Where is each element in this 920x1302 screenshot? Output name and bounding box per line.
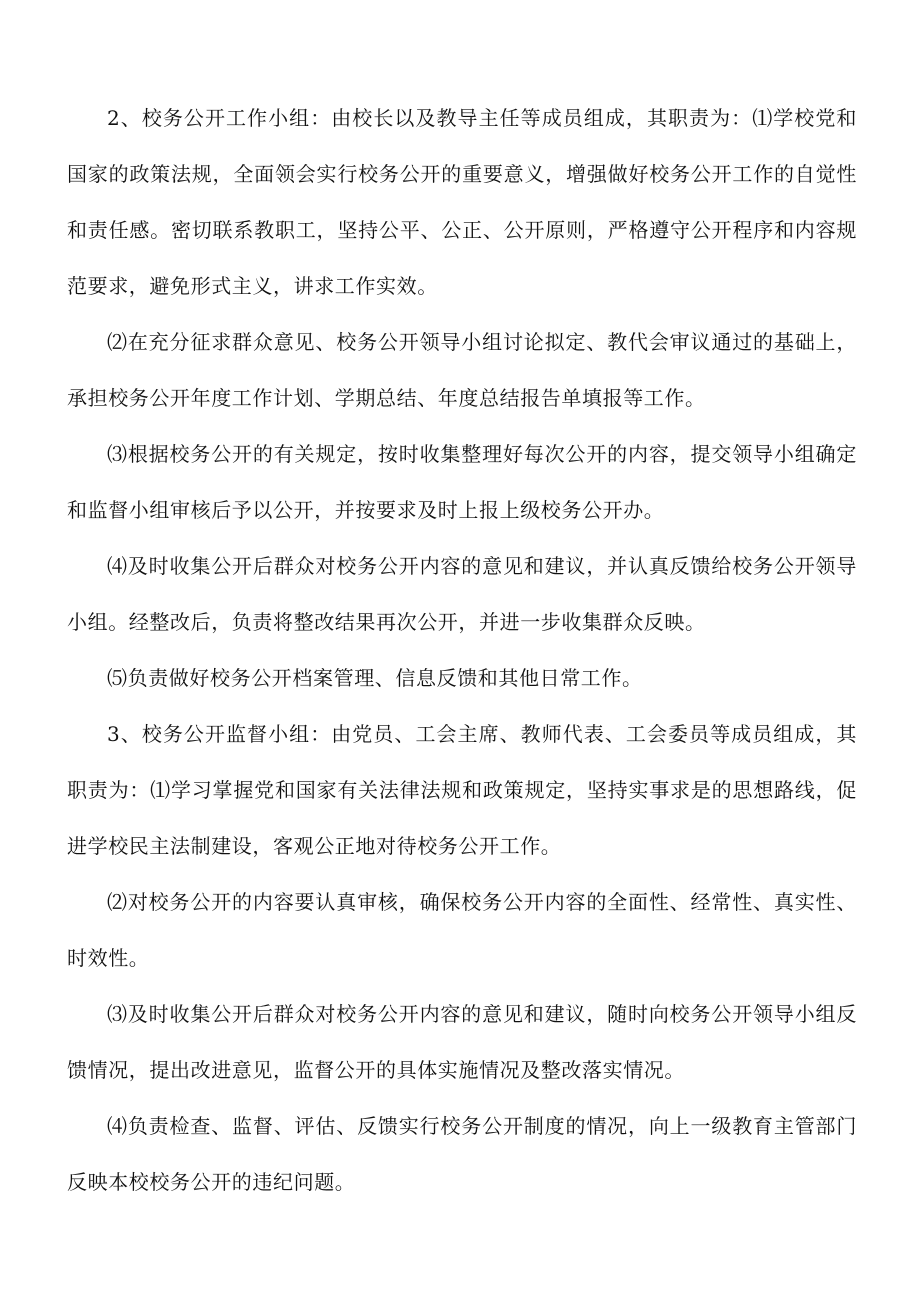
paragraph-supervision-intro: 3、校务公开监督小组：由党员、工会主席、教师代表、工会委员等成员组成，其职责为：⑴学习掌握党和国家有关法律法规和政策规定，坚持实事求是的思想路线，促进学校民主法制建设，客观公正地对待校务公开工作。 <box>67 722 857 858</box>
paragraph-team-duty-2: ⑵在充分征求群众意见、校务公开领导小组讨论拟定、教代会审议通过的基础上，承担校务公开年度工作计划、学期总结、年度总结报告单填报等工作。 <box>67 330 857 410</box>
document-body <box>67 90 857 1210</box>
paragraph-supervision-duty-4: ⑷负责检查、监督、评估、反馈实行校务公开制度的情况，向上一级教育主管部门反映本校校务公开的违纪问题。 <box>67 1114 857 1194</box>
paragraph-team-duty-3: ⑶根据校务公开的有关规定，按时收集整理好每次公开的内容，提交领导小组确定和监督小组审核后予以公开，并按要求及时上报上级校务公开办。 <box>67 442 857 522</box>
paragraph-team-duty-4: ⑷及时收集公开后群众对校务公开内容的意见和建议，并认真反馈给校务公开领导小组。经整改后，负责将整改结果再次公开，并进一步收集群众反映。 <box>67 554 857 634</box>
paragraph-supervision-duty-2: ⑵对校务公开的内容要认真审核，确保校务公开内容的全面性、经常性、真实性、时效性。 <box>67 890 857 970</box>
paragraph-supervision-duty-3: ⑶及时收集公开后群众对校务公开内容的意见和建议，随时向校务公开领导小组反馈情况，提出改进意见，监督公开的具体实施情况及整改落实情况。 <box>67 1002 857 1082</box>
paragraph-team-duties-intro: 2、校务公开工作小组：由校长以及教导主任等成员组成，其职责为：⑴学校党和国家的政策法规，全面领会实行校务公开的重要意义，增强做好校务公开工作的自觉性和责任感。密切联系教职工，坚持公平、公正、公开原则，严格遵守公开程序和内容规范要求，避免形式主义，讲求工作实效。 <box>67 106 857 298</box>
paragraph-team-duty-5: ⑸负责做好校务公开档案管理、信息反馈和其他日常工作。 <box>107 666 643 690</box>
